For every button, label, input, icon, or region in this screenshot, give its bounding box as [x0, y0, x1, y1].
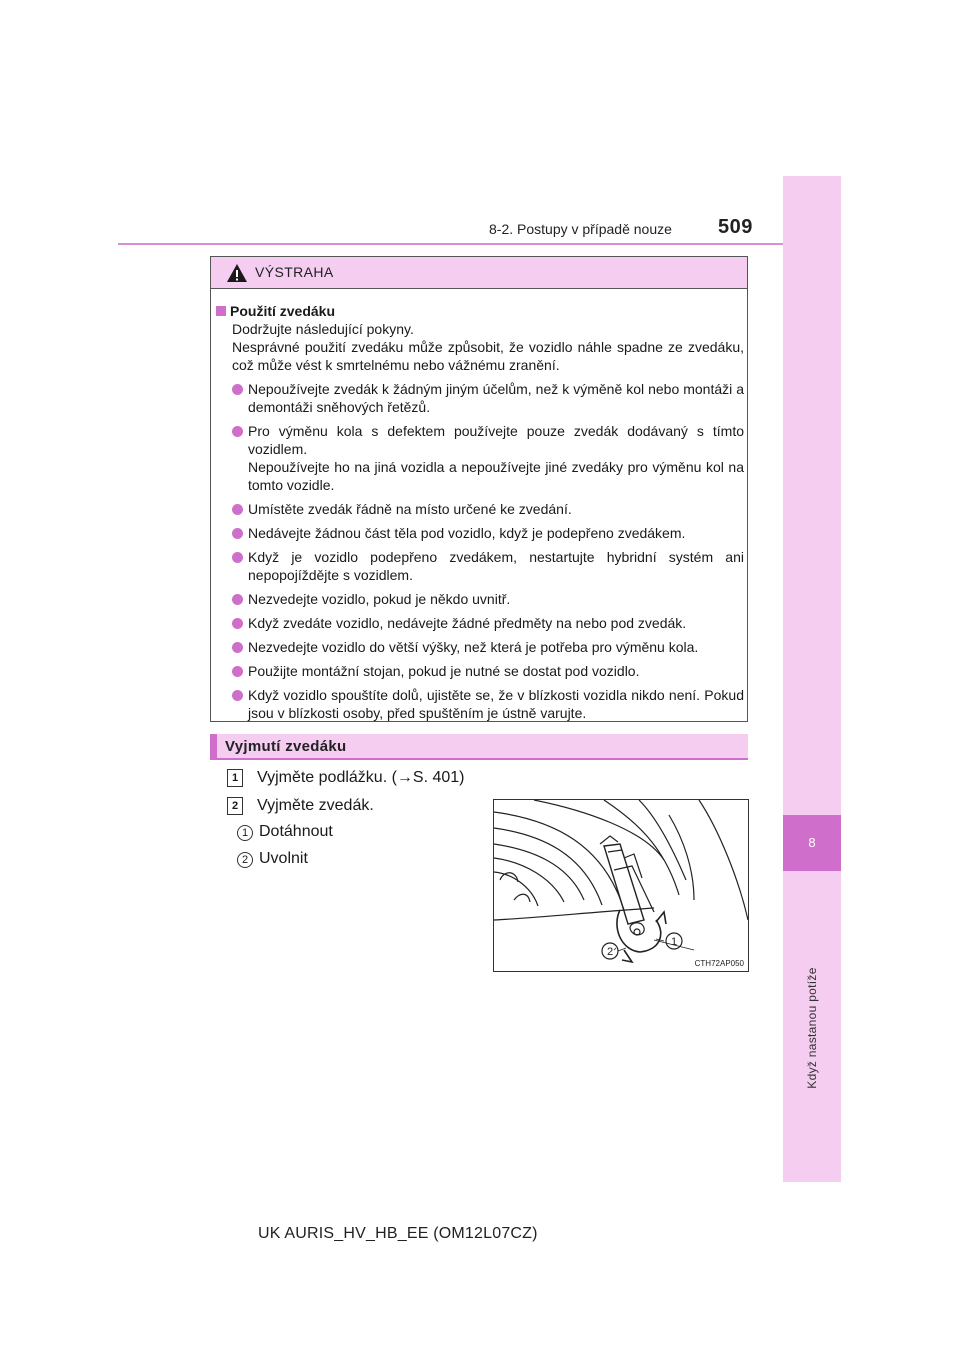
substep-number-circle: 2: [237, 852, 253, 868]
warning-title: VÝSTRAHA: [255, 264, 334, 280]
warning-bullet: Nepoužívejte zvedák k žádným jiným účelům, než k výměně kol nebo montáži a demontáži sněhových řetězů.: [232, 380, 744, 416]
bullet-dot-icon: [232, 618, 243, 629]
substep-text: Uvolnit: [259, 850, 308, 867]
header-section: 8-2. Postupy v případě nouze: [489, 221, 672, 237]
warning-bullet: Nezvedejte vozidlo do větší výšky, než která je potřeba pro výměnu kola.: [232, 638, 744, 656]
section-title: Vyjmutí zvedáku: [225, 738, 347, 755]
section-header: [210, 734, 748, 760]
warning-bullet: Nedávejte žádnou část těla pod vozidlo, když je podepřeno zvedákem.: [232, 524, 744, 542]
substep-text: Dotáhnout: [259, 823, 333, 840]
jack-removal-illustration: [493, 799, 749, 972]
header-rule: [118, 243, 783, 245]
warning-bullet: Nezvedejte vozidlo, pokud je někdo uvnitř.: [232, 590, 744, 608]
bullet-dot-icon: [232, 690, 243, 701]
bullet-dot-icon: [232, 666, 243, 677]
warning-header: [211, 257, 747, 289]
step-text: Vyjměte podlážku. (→S. 401): [257, 769, 465, 786]
jack-line-drawing: [494, 800, 748, 971]
warning-bullet: Umístěte zvedák řádně na místo určené ke zvedání.: [232, 500, 744, 518]
warning-bullet: Použijte montážní stojan, pokud je nutné se dostat pod vozidlo.: [232, 662, 744, 680]
step-text: Vyjměte zvedák.: [257, 797, 374, 814]
warning-subtitle: Použití zvedáku: [230, 303, 336, 319]
bullet-dot-icon: [232, 426, 243, 437]
side-tab-number: 8: [808, 835, 816, 850]
substep-number-circle: 1: [237, 825, 253, 841]
side-tab-label: Když nastanou potíže: [805, 967, 819, 1089]
step-number-box: 1: [227, 769, 243, 787]
warning-bullet: Pro výměnu kola s defektem používejte pouze zvedák dodávaný s tímto vozidlem. Nepoužívejte ho na jiná vozidla a nepoužívejte jiné zvedáky pro výměnu kol na tomto vozidle.: [232, 422, 744, 494]
warning-intro: Dodržujte následující pokyny.: [232, 321, 414, 337]
footer-text: UK AURIS_HV_HB_EE (OM12L07CZ): [258, 1225, 538, 1242]
bullet-dot-icon: [232, 594, 243, 605]
bullet-dot-icon: [232, 552, 243, 563]
warning-intro: Nesprávné použití zvedáku může způsobit, že vozidlo náhle spadne ze zvedáku, což může vést k smrtelnému nebo vážnému zranění.: [232, 339, 744, 373]
square-bullet-icon: [216, 306, 226, 316]
warning-body: [216, 302, 744, 722]
warning-box: [210, 256, 748, 722]
figure-callout: 1: [670, 936, 678, 948]
page-number: 509: [718, 216, 753, 238]
warning-bullet: Když vozidlo spouštíte dolů, ujistěte se, že v blízkosti vozidla nikdo není. Pokud jsou v blízkosti osoby, před spuštěním je ústně varujte.: [232, 686, 744, 722]
warning-subtitle-row: [216, 302, 744, 320]
warning-bullet: Když je vozidlo podepřeno zvedákem, nestartujte hybridní systém ani nepopojíždějte s vozidlem.: [232, 548, 744, 584]
warning-triangle-icon: [226, 263, 248, 283]
step-number-box: 2: [227, 797, 243, 815]
bullet-dot-icon: [232, 504, 243, 515]
bullet-dot-icon: [232, 642, 243, 653]
figure-callout: 2: [606, 946, 614, 958]
figure-code: CTH72AP050: [694, 959, 744, 968]
bullet-dot-icon: [232, 528, 243, 539]
bullet-dot-icon: [232, 384, 243, 395]
warning-bullet: Když zvedáte vozidlo, nedávejte žádné předměty na nebo pod zvedák.: [232, 614, 744, 632]
